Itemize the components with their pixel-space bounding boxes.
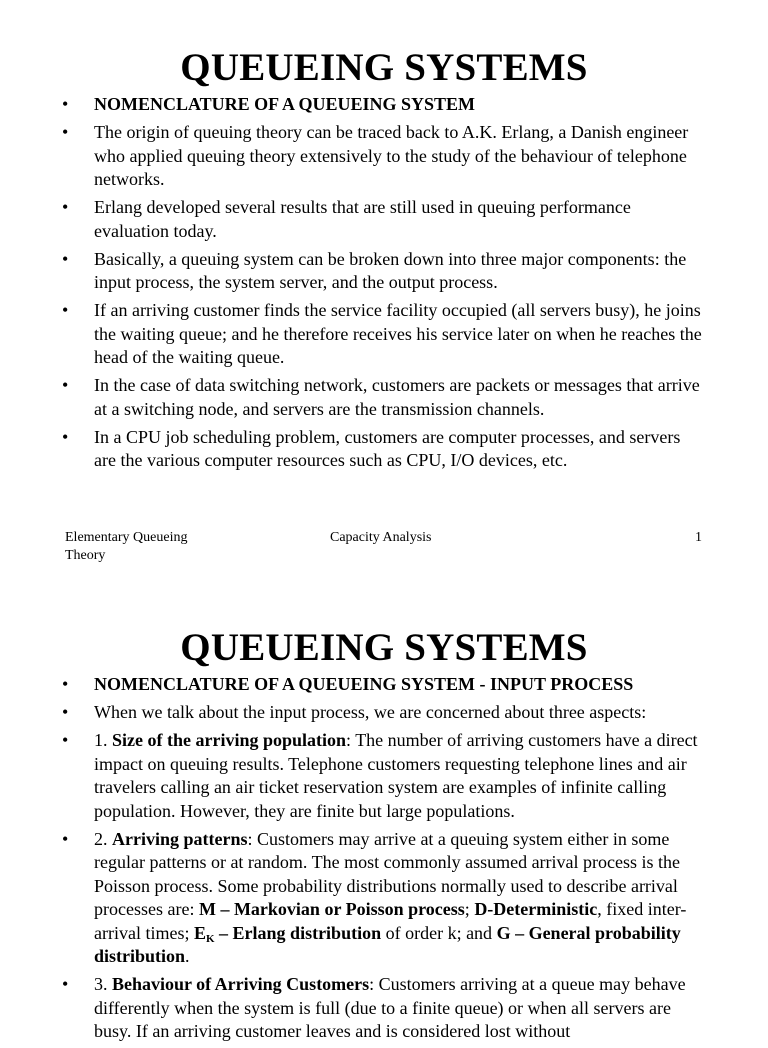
term-erlang-symbol xyxy=(194,923,215,943)
bullet-dot: • xyxy=(62,702,69,722)
slide-1-bullet-list xyxy=(0,93,768,473)
bullet-item xyxy=(0,729,768,823)
bullet-text: : Customers arriving at a queue may behave differently when the system is full (due to a finite queue) or when all servers are busy. If an arriving customer leaves and is considered lost without xyxy=(94,974,686,1041)
bullet-text: When we talk about the input process, we are concerned about three aspects: xyxy=(94,702,647,722)
term-erlang: – Erlang distribution xyxy=(214,922,382,943)
bullet-number: 3. xyxy=(94,974,112,994)
footer-left-text: Elementary Queueing Theory xyxy=(65,530,188,563)
bullet-item xyxy=(0,701,768,725)
bullet-item xyxy=(0,299,768,370)
bullet-item xyxy=(0,93,768,117)
footer-center-text: Capacity Analysis xyxy=(330,530,432,545)
bullet-dot: • xyxy=(62,122,69,142)
erlang-subscript: K xyxy=(205,932,215,945)
bullet-item xyxy=(0,196,768,243)
bullet-dot: • xyxy=(62,974,69,994)
bullet-text: : Customers may arrive at a queuing system either in some regular patterns or at random. The most commonly assumed arrival process is the Poisson process. Some probability distributions normally used to describe arrival processes are: xyxy=(94,828,681,919)
bullet-text: . xyxy=(185,946,190,966)
bullet-heading: NOMENCLATURE OF A QUEUEING SYSTEM xyxy=(94,94,476,114)
term-markovian: M – Markovian or Poisson process xyxy=(198,899,465,919)
slide-2-title: QUEUEING SYSTEMS xyxy=(180,626,588,669)
bullet-dot: • xyxy=(62,674,69,694)
bullet-dot: • xyxy=(62,828,69,849)
bullet-dot: • xyxy=(62,730,69,750)
bullet-text: : The number of arriving customers have a direct impact on queuing results. Telephone customers requesting telephone lines and air travelers calling an air ticket reservation system are examples of infinite calling population. However, they are finite but large populations. xyxy=(94,730,698,821)
bullet-text: Erlang developed several results that are still used in queuing performance evaluation today. xyxy=(94,197,631,241)
bullet-text: , fixed inter-arrival times; xyxy=(94,899,687,943)
term-general: G – General probability distribution xyxy=(94,922,681,966)
term-deterministic: D-Deterministic xyxy=(474,899,598,919)
slide-2 xyxy=(0,576,768,1048)
slide-2-bullet-list xyxy=(0,673,768,1044)
slide-1-title: QUEUEING SYSTEMS xyxy=(180,46,588,89)
bullet-text: ; xyxy=(464,899,475,919)
bullet-text: If an arriving customer finds the service facility occupied (all servers busy), he joins the waiting queue; and he therefore receives his service later on when he reaches the head of the waiting queue. xyxy=(94,300,702,367)
bullet-text: of order k; and xyxy=(381,922,497,943)
page-number: 1 xyxy=(695,530,702,545)
bullet-item xyxy=(0,374,768,421)
bullet-heading: Arriving patterns xyxy=(112,828,248,849)
bullet-text: In the case of data switching network, customers are packets or messages that arrive at a switching node, and servers are the transmission channels. xyxy=(94,375,700,419)
erlang-letter: E xyxy=(193,922,206,943)
bullet-text: In a CPU job scheduling problem, customers are computer processes, and servers are the various computer resources such as CPU, I/O devices, etc. xyxy=(94,426,681,470)
bullet-dot: • xyxy=(62,426,69,447)
bullet-heading: Size of the arriving population xyxy=(112,730,347,750)
bullet-item xyxy=(0,248,768,295)
bullet-number: 1. xyxy=(94,730,112,750)
bullet-dot: • xyxy=(62,300,69,320)
bullet-heading: Behaviour of Arriving Customers xyxy=(112,974,370,994)
bullet-dot: • xyxy=(62,94,69,114)
bullet-dot: • xyxy=(62,375,69,395)
bullet-text: The origin of queuing theory can be traced back to A.K. Erlang, a Danish engineer who applied queuing theory extensively to the study of the behaviour of telephone networks. xyxy=(94,122,689,189)
bullet-number: 2. xyxy=(94,828,112,849)
bullet-item xyxy=(0,828,768,969)
slide-footer xyxy=(0,529,768,569)
bullet-item xyxy=(0,426,768,473)
bullet-dot: • xyxy=(62,248,69,269)
bullet-item xyxy=(0,973,768,1044)
bullet-text: Basically, a queuing system can be broken down into three major components: the input process, the system server, and the output process. xyxy=(94,248,687,292)
bullet-item xyxy=(0,121,768,192)
bullet-item xyxy=(0,673,768,697)
bullet-heading: NOMENCLATURE OF A QUEUEING SYSTEM - INPUT PROCESS xyxy=(94,674,634,694)
bullet-dot: • xyxy=(62,197,69,217)
